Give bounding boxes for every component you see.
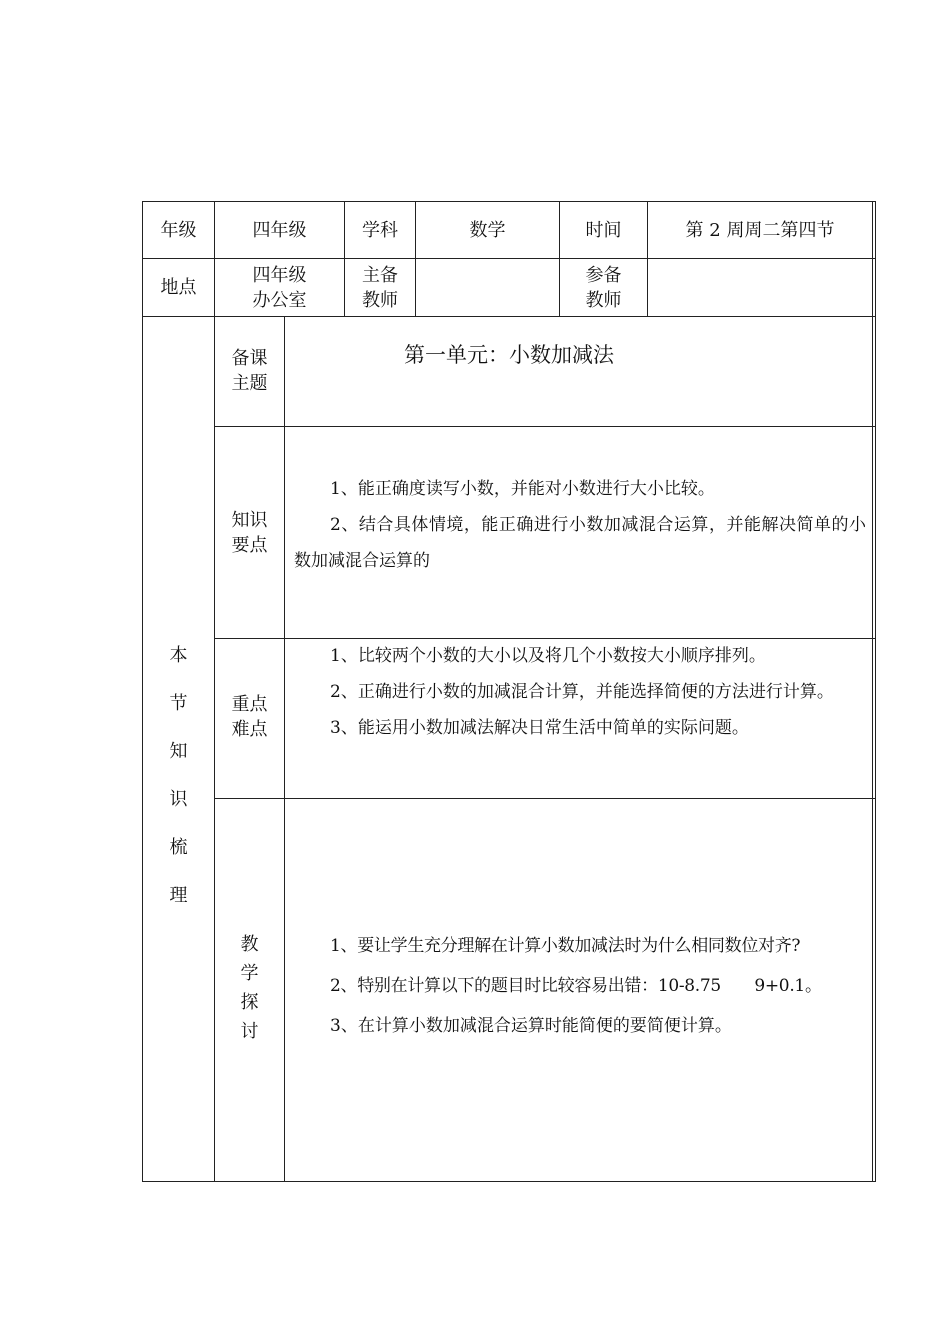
section-title-char: 节	[169, 693, 188, 714]
key-point: 1、比较两个小数的大小以及将几个小数按大小顺序排列。	[330, 646, 766, 666]
section-title-char: 识	[169, 789, 188, 810]
key-point: 3、能运用小数加减法解决日常生活中简单的实际问题。	[330, 718, 749, 738]
grade-label: 年级	[160, 219, 197, 241]
location-value-line: 办公室	[252, 289, 307, 311]
discussion-point: 3、在计算小数加减混合运算时能简便的要简便计算。	[330, 1016, 732, 1036]
discussion-point: 2、特别在计算以下的题目时比较容易出错：10-8.75 9+0.1。	[330, 976, 822, 996]
section-title-vertical	[143, 632, 214, 920]
location-label: 地点	[160, 277, 197, 298]
topic-label	[215, 342, 284, 400]
key-label-line: 难点	[231, 719, 268, 740]
participant-teacher-value	[648, 259, 872, 316]
discussion-label-char: 学	[240, 963, 259, 984]
lead-teacher-value	[416, 259, 559, 316]
knowledge-label	[215, 506, 284, 560]
time-label: 时间	[585, 219, 622, 241]
discussion-label	[215, 930, 284, 1046]
knowledge-label-line: 要点	[231, 535, 268, 556]
table-divider	[142, 316, 875, 317]
table-border	[142, 1181, 875, 1182]
subject-label: 学科	[362, 219, 398, 241]
lead-teacher-label	[345, 259, 415, 316]
knowledge-label-line: 知识	[231, 510, 268, 531]
section-title-char: 知	[169, 741, 188, 762]
knowledge-point: 1、能正确度读写小数，并能对小数进行大小比较。	[330, 479, 715, 499]
discussion-points	[294, 926, 866, 1046]
knowledge-point: 2、结合具体情境，能正确进行小数加减混合运算，并能解决简单的小数加减混合运算的	[294, 515, 866, 571]
discussion-point: 1、要让学生充分理解在计算小数加减法时为什么相同数位对齐?	[330, 936, 801, 956]
discussion-label-char: 教	[240, 934, 259, 955]
participant-teacher-label	[560, 259, 647, 316]
location-value	[215, 259, 344, 316]
topic-label-line: 备课	[231, 348, 268, 369]
subject-value: 数学	[469, 219, 506, 241]
section-title-char: 本	[169, 645, 188, 666]
table-divider	[214, 426, 875, 427]
key-points-label	[215, 690, 284, 744]
topic-label-line: 主题	[231, 373, 268, 394]
participant-label-line: 教师	[585, 289, 622, 311]
table-divider	[284, 316, 285, 1182]
table-border	[872, 201, 873, 1182]
grade-value: 四年级	[252, 219, 307, 241]
time-value: 第 2 周周二第四节	[685, 219, 835, 241]
table-divider	[214, 798, 875, 799]
lead-teacher-label-line: 教师	[362, 289, 398, 311]
location-value-line: 四年级	[252, 264, 307, 286]
participant-label-line: 参备	[585, 264, 622, 286]
key-points	[294, 638, 866, 746]
knowledge-points	[294, 471, 866, 579]
discussion-label-char: 探	[240, 992, 259, 1013]
lead-teacher-label-line: 主备	[362, 264, 398, 286]
section-title-char: 梳	[169, 837, 188, 858]
discussion-label-char: 讨	[240, 1021, 259, 1042]
table-border	[875, 201, 876, 1182]
key-label-line: 重点	[231, 694, 268, 715]
key-point: 2、正确进行小数的加减混合计算，并能选择简便的方法进行计算。	[330, 682, 834, 702]
section-title-char: 理	[169, 885, 188, 906]
topic-value: 第一单元：小数加减法	[404, 343, 614, 367]
